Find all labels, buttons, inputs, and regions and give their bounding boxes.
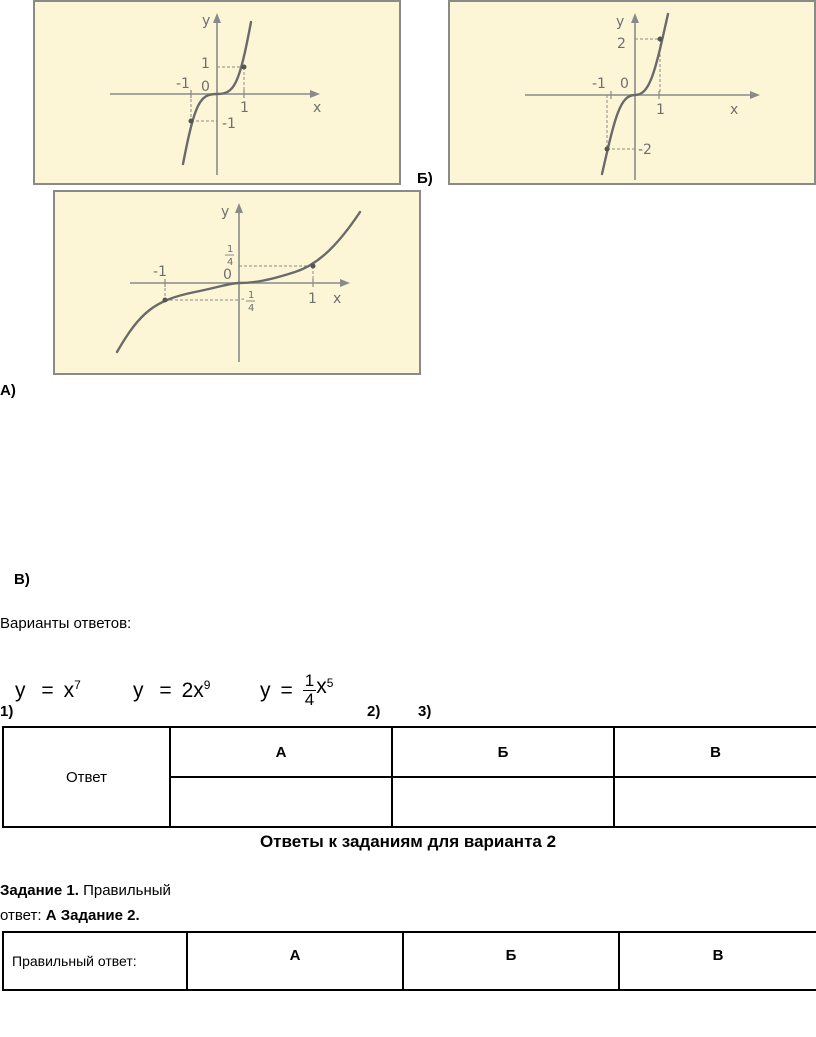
task1-answer: А bbox=[45, 907, 57, 924]
tick-y-pos: 2 bbox=[617, 36, 626, 52]
y-axis-label: y bbox=[616, 14, 625, 30]
formula-3-number: 3) bbox=[418, 703, 432, 720]
y-axis-arrow bbox=[213, 13, 221, 23]
answer-row-label: Ответ bbox=[3, 727, 170, 827]
formula-y: y bbox=[15, 679, 26, 702]
tick-x-neg: -1 bbox=[592, 76, 606, 92]
fraction-numerator: 1 bbox=[304, 671, 315, 690]
fraction-denominator: 4 bbox=[304, 690, 315, 709]
x-axis-label: x bbox=[730, 102, 739, 118]
answer-cell-b[interactable] bbox=[392, 777, 614, 827]
task1-label: Задание 1. bbox=[0, 882, 79, 899]
x-axis-arrow bbox=[750, 91, 760, 99]
formula-coef: 2 bbox=[181, 679, 194, 702]
formula-eq: = bbox=[280, 678, 293, 702]
origin-label: 0 bbox=[620, 76, 629, 92]
formula-exp: 9 bbox=[203, 678, 211, 692]
task1-line bbox=[0, 882, 171, 899]
tick-x-neg: -1 bbox=[153, 264, 167, 280]
x-axis-arrow bbox=[340, 279, 350, 287]
formula-y: y bbox=[260, 678, 271, 702]
answer-table bbox=[2, 726, 816, 828]
formula-fraction bbox=[303, 672, 316, 709]
point bbox=[242, 65, 247, 70]
graph-a-plot bbox=[35, 2, 403, 187]
tick-x-neg: -1 bbox=[176, 76, 190, 92]
x-axis-label: x bbox=[313, 100, 322, 116]
y-axis-label: y bbox=[221, 204, 230, 220]
correct-column-a: А bbox=[187, 932, 403, 990]
tick-x-pos: 1 bbox=[240, 100, 249, 116]
task1-text-1: Правильный bbox=[83, 882, 171, 899]
correct-column-c: В bbox=[619, 932, 816, 990]
formula-2 bbox=[133, 678, 210, 703]
graph-b-label: Б) bbox=[417, 170, 433, 187]
answer-cell-a[interactable] bbox=[170, 777, 392, 827]
origin-label: 0 bbox=[201, 79, 210, 95]
formula-2-number: 2) bbox=[367, 703, 381, 720]
formula-1-number: 1) bbox=[0, 703, 14, 720]
correct-row-label: Правильный ответ: bbox=[3, 932, 187, 990]
tick-y-neg: -2 bbox=[638, 142, 652, 158]
formula-base: x bbox=[193, 679, 204, 702]
tick-x-pos: 1 bbox=[656, 102, 665, 118]
correct-answer-table bbox=[2, 931, 816, 991]
tick-y-neg-num: 1 bbox=[248, 290, 255, 301]
graph-a-label: А) bbox=[0, 382, 16, 399]
task1-answer-line bbox=[0, 907, 140, 924]
x-axis-label: x bbox=[333, 291, 342, 307]
x-axis-arrow bbox=[310, 90, 320, 98]
y-axis-arrow bbox=[631, 13, 639, 23]
y-axis-label: y bbox=[202, 13, 211, 29]
formula-3 bbox=[260, 672, 333, 709]
formula-y: y bbox=[133, 679, 144, 702]
tick-y-pos: 1 bbox=[201, 56, 210, 72]
correct-column-b: Б bbox=[403, 932, 619, 990]
y-axis-arrow bbox=[235, 203, 243, 213]
point bbox=[311, 264, 316, 269]
column-header-c: В bbox=[614, 727, 816, 777]
formula-eq: = bbox=[159, 679, 172, 702]
graph-a bbox=[33, 0, 401, 185]
column-header-b: Б bbox=[392, 727, 614, 777]
graph-b bbox=[448, 0, 816, 185]
graph-c-label: В) bbox=[14, 571, 30, 588]
graph-c-plot bbox=[55, 192, 423, 377]
tick-y-neg: -1 bbox=[222, 116, 236, 132]
tick-y-neg-sign: - bbox=[241, 294, 245, 305]
tick-y-pos-num: 1 bbox=[227, 244, 234, 255]
point bbox=[189, 119, 194, 124]
point bbox=[605, 147, 610, 152]
origin-label: 0 bbox=[223, 267, 232, 283]
formula-exp: 7 bbox=[74, 678, 81, 692]
formula-1 bbox=[15, 678, 81, 703]
graph-b-plot bbox=[450, 2, 816, 187]
formula-eq: = bbox=[41, 679, 54, 702]
graph-c bbox=[53, 190, 421, 375]
column-header-a: А bbox=[170, 727, 392, 777]
tick-x-pos: 1 bbox=[308, 291, 317, 307]
answer-options-heading: Варианты ответов: bbox=[0, 615, 132, 632]
task1-text-2: ответ: bbox=[0, 907, 42, 924]
point bbox=[658, 37, 663, 42]
point bbox=[163, 298, 168, 303]
formula-base: x bbox=[316, 674, 327, 698]
formula-base: x bbox=[63, 679, 75, 702]
tick-y-neg-den: 4 bbox=[248, 303, 255, 314]
task2-label: Задание 2. bbox=[60, 907, 140, 924]
answers-section-title: Ответы к заданиям для варианта 2 bbox=[259, 832, 557, 851]
tick-y-pos-den: 4 bbox=[227, 257, 234, 268]
answer-cell-c[interactable] bbox=[614, 777, 816, 827]
formula-exp: 5 bbox=[326, 675, 334, 690]
